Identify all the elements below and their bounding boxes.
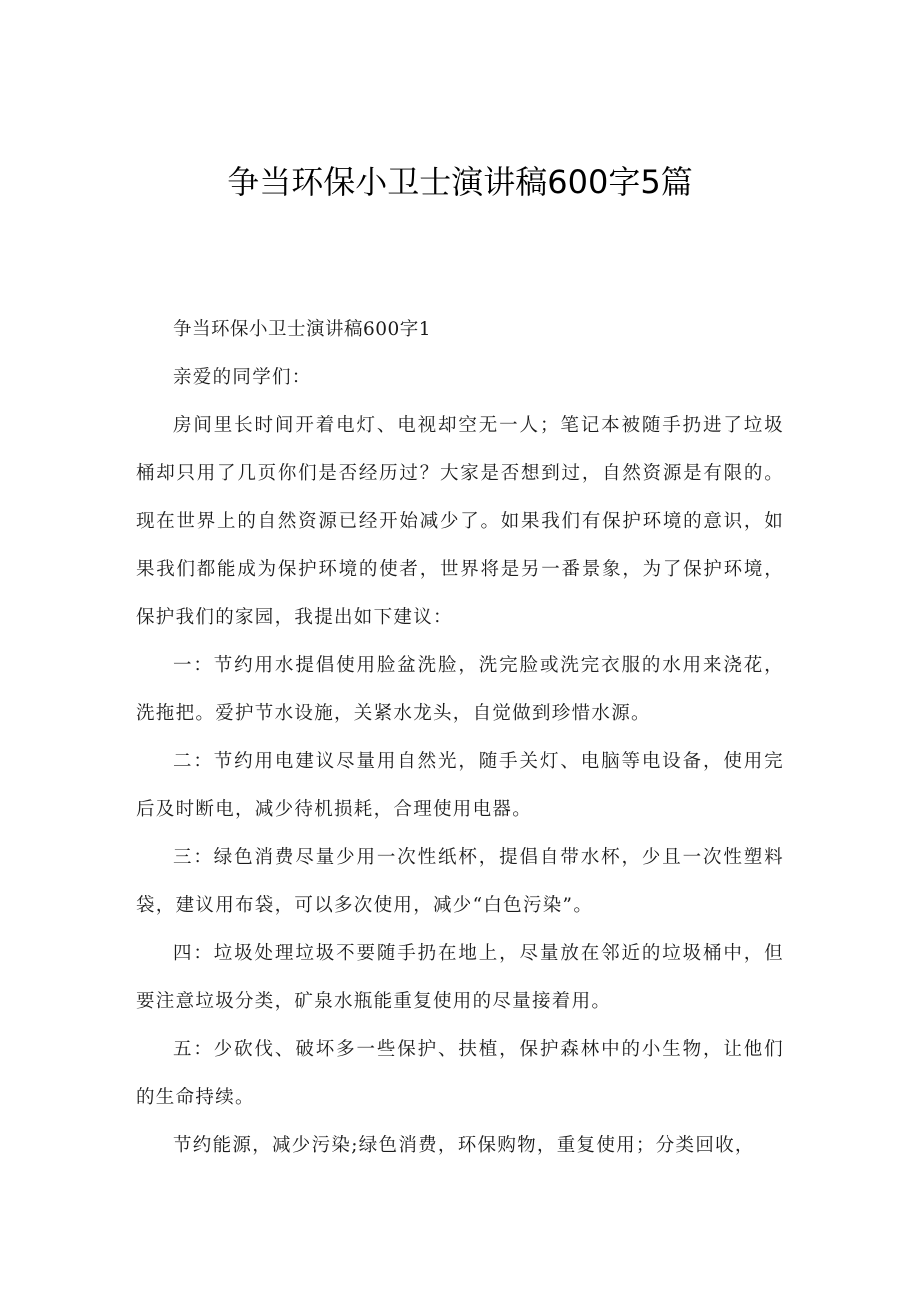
closing-paragraph: 节约能源，减少污染;绿色消费，环保购物，重复使用；分类回收， xyxy=(173,1135,755,1156)
document-title: 争当环保小卫士演讲稿600字5篇 xyxy=(227,163,693,201)
salutation: 亲爱的同学们： xyxy=(173,367,312,388)
section-heading: 争当环保小卫士演讲稿600字1 xyxy=(173,319,432,340)
suggestion-1: 一：节约用水提倡使用脸盆洗脸，洗完脸或洗完衣服的水用来浇花，洗拖把。爱护节水设施，关紧水龙头，自觉做到珍惜水源。 xyxy=(136,655,784,724)
suggestion-5: 五：少砍伐、破坏多一些保护、扶植，保护森林中的小生物，让他们的生命持续。 xyxy=(136,1039,784,1108)
body-paragraph: 房间里长时间开着电灯、电视却空无一人；笔记本被随手扔进了垃圾桶却只用了几页你们是否经历过？大家是否想到过，自然资源是有限的。现在世界上的自然资源已经开始减少了。如果我们有保护环境的意识，如果我们都能成为保护环境的使者，世界将是另一番景象，为了保护环境，保护我们的家园，我提出如下建议： xyxy=(136,415,784,628)
suggestion-4: 四：垃圾处理垃圾不要随手扔在地上，尽量放在邻近的垃圾桶中，但要注意垃圾分类，矿泉水瓶能重复使用的尽量接着用。 xyxy=(136,943,784,1012)
suggestion-3: 三：绿色消费尽量少用一次性纸杯，提倡自带水杯，少且一次性塑料袋，建议用布袋，可以多次使用，减少“白色污染”。 xyxy=(136,847,784,916)
document-body xyxy=(136,306,784,1170)
suggestion-2: 二：节约用电建议尽量用自然光，随手关灯、电脑等电设备，使用完后及时断电，减少待机损耗，合理使用电器。 xyxy=(136,751,784,820)
